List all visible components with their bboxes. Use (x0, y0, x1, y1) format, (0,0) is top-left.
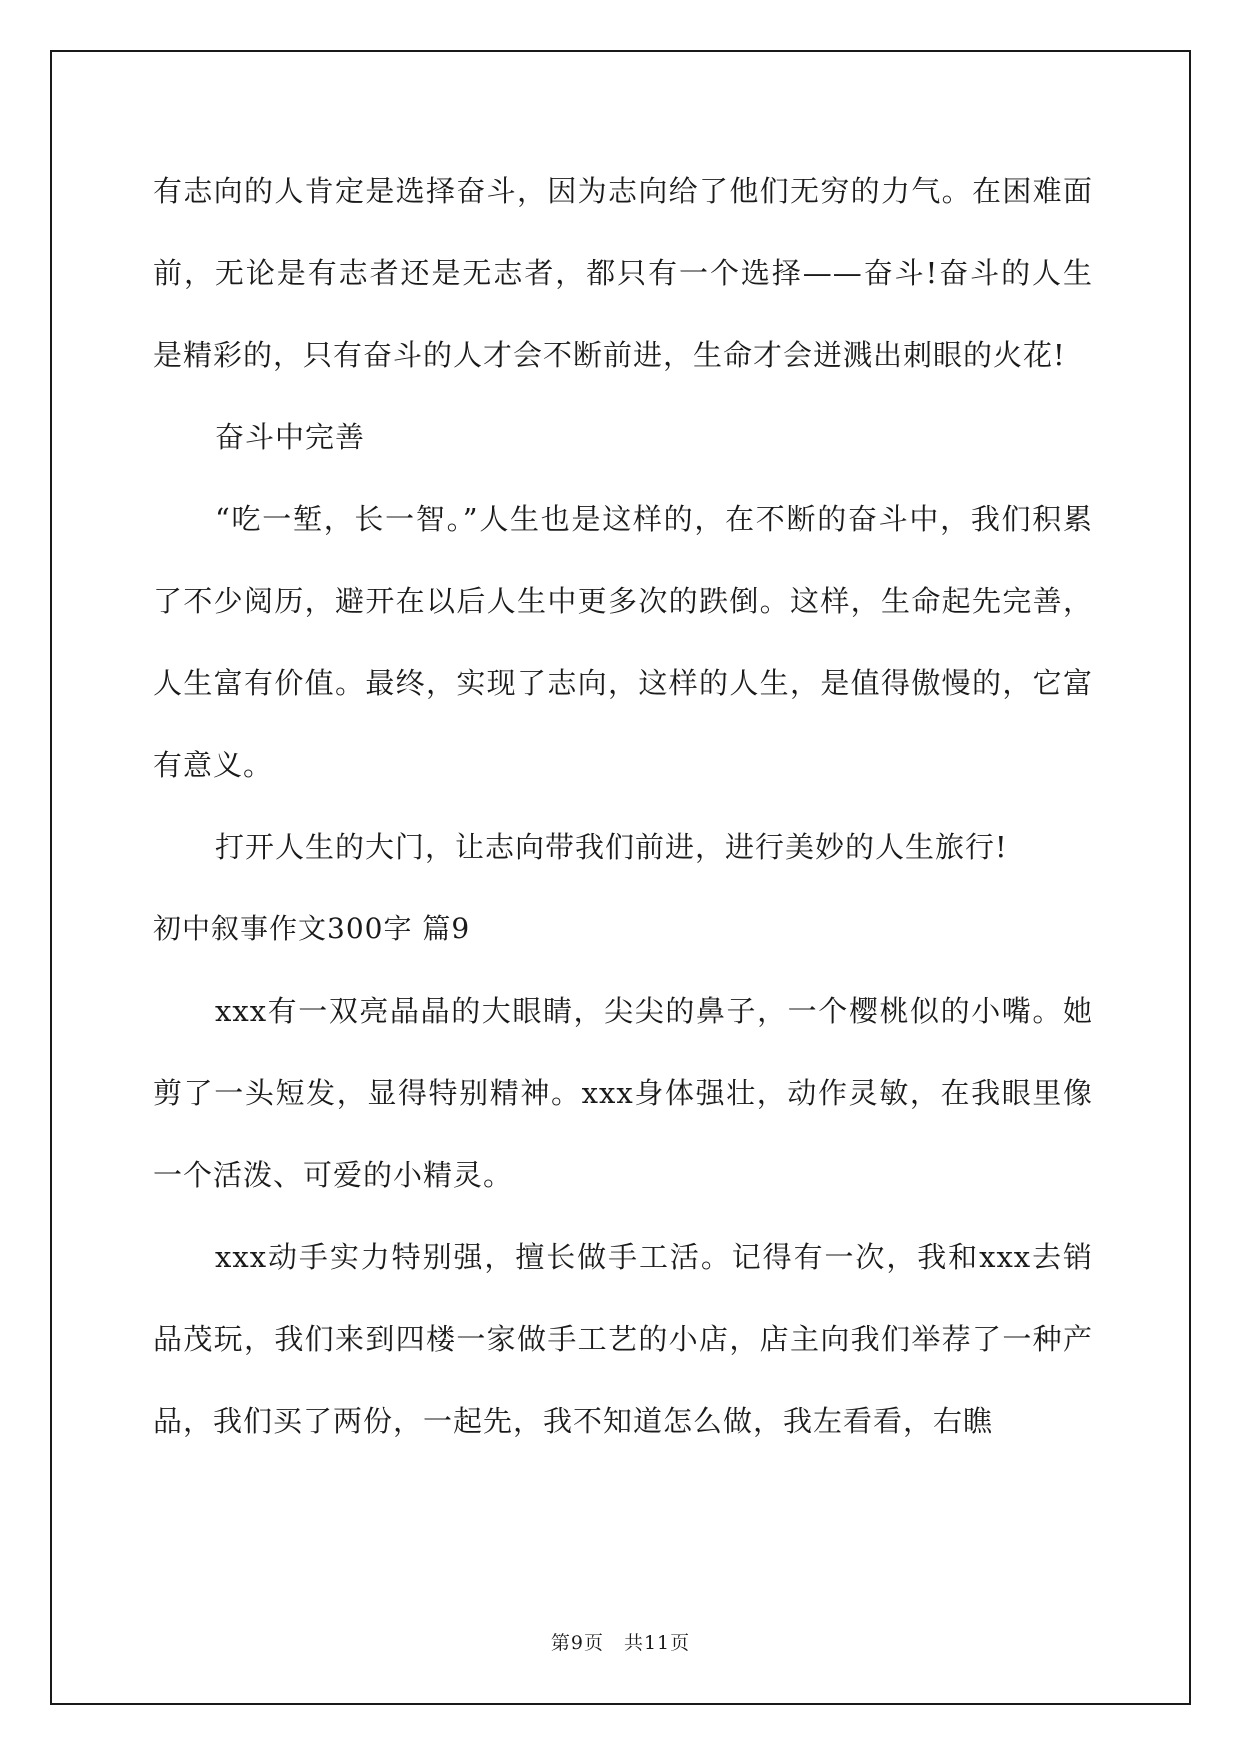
essay-heading: 初中叙事作文300字 篇9 (153, 912, 471, 945)
section-subtitle: 奋斗中完善 (215, 420, 366, 454)
paragraph-perfect-in-struggle: “吃一堑，长一智。”人生也是这样的，在不断的奋斗中，我们积累了不少阅历，避开在以后人生中更多次的跌倒。这样，生命起先完善，人生富有价值。最终，实现了志向，这样的人生，是值得傲慢的，它富有意义。 (153, 502, 1093, 782)
paragraph-description: xxx有一双亮晶晶的大眼睛，尖尖的鼻子，一个樱桃似的小嘴。她剪了一头短发，显得特别精神。xxx身体强壮，动作灵敏，在我眼里像一个活泼、可爱的小精灵。 (153, 994, 1093, 1192)
document-body (153, 150, 1093, 1462)
paragraph-struggle-choice: 有志向的人肯定是选择奋斗，因为志向给了他们无穷的力气。在困难面前，无论是有志者还是无志者，都只有一个选择——奋斗!奋斗的人生是精彩的，只有奋斗的人才会不断前进，生命才会迸溅出刺眼的火花! (153, 174, 1093, 372)
paragraph-open-life-door: 打开人生的大门，让志向带我们前进，进行美妙的人生旅行! (215, 830, 1008, 864)
page-number-footer: 第9页 共11页 (550, 1632, 691, 1654)
paragraph-handcraft: xxx动手实力特别强，擅长做手工活。记得有一次，我和xxx去销品茂玩，我们来到四楼一家做手工艺的小店，店主向我们举荐了一种产品，我们买了两份，一起先，我不知道怎么做，我左看看，右瞧 (153, 1240, 1093, 1438)
